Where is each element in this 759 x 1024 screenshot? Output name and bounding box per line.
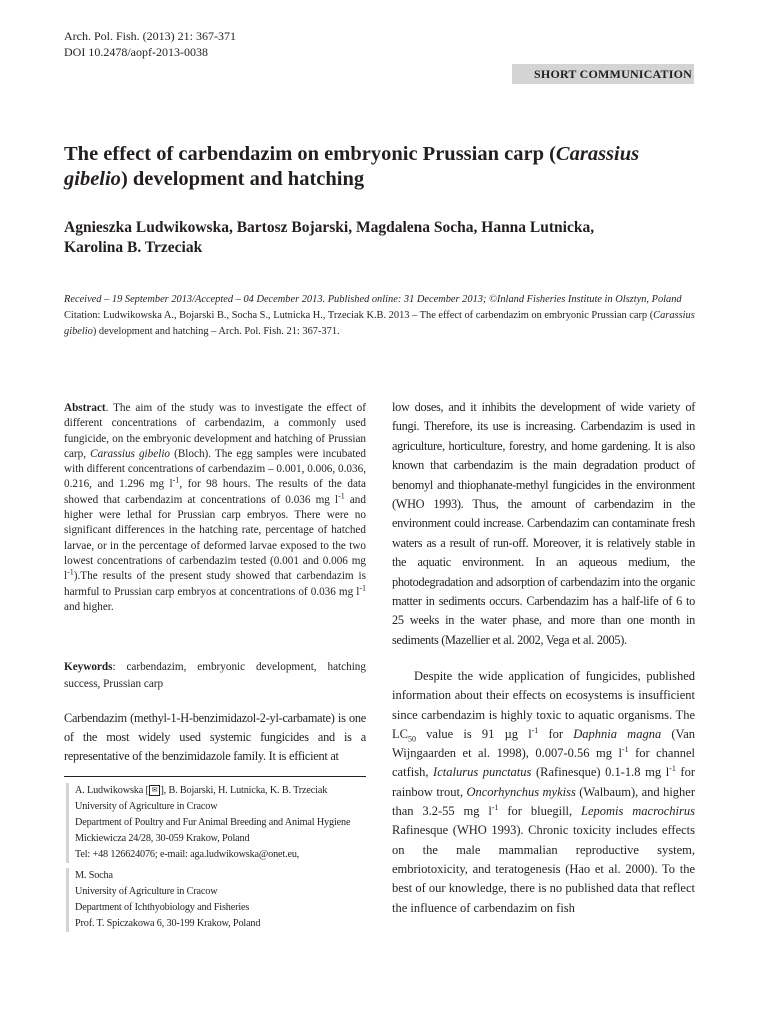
affiliation-department: Department of Ichthyobiology and Fisheries: [75, 902, 250, 913]
unit-superscript: -1: [669, 764, 676, 774]
affiliation-text: ], B. Bojarski, H. Lutnicka, K. B. Trzeciak: [160, 785, 328, 796]
unit-superscript: -1: [172, 475, 180, 485]
body-text: Rafinesque (WHO 1993). Chronic toxicity includes effects on the male mammalian reproductive system, embriotoxicity, and teratogenesis (Hao et al. 2000). To the best of our knowledge, there is no published data that reflect the influence of carbendazim on fish: [392, 823, 695, 915]
unit-superscript: -1: [338, 491, 345, 501]
title-text-2: ) development and hatching: [120, 168, 365, 190]
body-text: for channel catfish,: [392, 746, 695, 780]
received-dates: Received – 19 September 2013/Accepted – 04 December 2013. Published online: 31 December 2013; ©Inland Fisheries Institute in Olsztyn, Poland: [64, 294, 682, 305]
unit-superscript: -1: [67, 567, 74, 577]
affiliation-university: University of Agriculture in Cracow: [75, 801, 218, 812]
envelope-icon: ✉: [149, 785, 161, 796]
lc-subscript: 50: [407, 734, 416, 744]
body-text: (Van Wijngaarden et al. 1998), 0.007-0.56 mg l: [392, 726, 695, 761]
citation-text-2: ) development and hatching – Arch. Pol. Fish. 21: 367-371.: [92, 326, 340, 337]
body-text: value is 91 µg l: [415, 726, 532, 741]
footnote-divider: [64, 776, 366, 777]
unit-superscript: -1: [531, 725, 539, 735]
body-text: (Walbaum), and higher than 3.2-55 mg l: [392, 784, 695, 819]
abstract-text: (Bloch). The egg samples were incubated with different concentrations of carbendazim – 0.001, 0.006, 0.036, 0.216, and 1.296 mg l: [64, 447, 366, 491]
abstract-text: and higher were lethal for Prussian carp embryos. There were no significant differences in the hatching rate, percentage of hatched larvae, or in the percentage of deformed larvae exposed to the two lowest concentrations of carbendazim tested (0.001 and 0.006 mg l: [64, 493, 366, 583]
species-name: Lepomis macrochirus: [581, 804, 695, 819]
affiliation-block-2: [66, 868, 366, 932]
affiliation-block-1: [66, 783, 366, 863]
affiliation-author: M. Socha: [75, 870, 113, 881]
journal-line: Arch. Pol. Fish. (2013) 21: 367-371: [64, 29, 236, 43]
citation: [64, 308, 704, 340]
affiliation-text: A. Ludwikowska [: [75, 785, 149, 796]
intro-paragraph-right-1: low doses, and it inhibits the development of wide variety of fungi. Therefore, its use is increasing. Carbendazim is used in agriculture, horticulture, forestry, and home gardening. It is also known that carbendazim is the main degradation product of benomyl and thiophanate-methyl fungicides in the environment (WHO 1993). Thus, the amount of carbendazim in the environment could increase. Carbendazim can contaminate fresh waters as a result of run-off. Moreover, it is relatively stable in the aquatic environment. In an aqueous medium, the photodegradation and adsorption of carbendazim into the organic matter in sediments occurs. Carbendazim has a half-life of 6 to 25 weeks in the water phase, and more than one month in sediments (Mazellier et al. 2002, Vega et al. 2005).: [392, 400, 695, 647]
keywords-text: : carbendazim, embryonic development, hatching success, Prussian carp: [64, 661, 366, 690]
abstract: [64, 401, 366, 615]
abstract-text: and higher.: [64, 600, 114, 613]
affiliation-address: Prof. T. Spiczakowa 6, 30-199 Krakow, Poland: [75, 918, 261, 929]
affiliation-department: Department of Poultry and Fur Animal Breeding and Animal Hygiene: [75, 817, 351, 828]
journal-citation-header: [64, 28, 236, 60]
title-text-1: The effect of carbendazim on embryonic Prussian carp (: [64, 143, 556, 165]
unit-superscript: -1: [621, 745, 629, 755]
title-species-genus: Carassius: [555, 143, 640, 165]
section-label: SHORT COMMUNICATION: [512, 64, 694, 84]
affiliation-university: University of Agriculture in Cracow: [75, 886, 218, 897]
species-name: Oncorhynchus mykiss: [466, 784, 576, 799]
body-text: for bluegill,: [498, 804, 582, 819]
body-text: (Rafinesque) 0.1-1.8 mg l: [531, 765, 670, 780]
authors-line-2: Karolina B. Trzeciak: [64, 239, 203, 256]
abstract-label: Abstract: [64, 402, 106, 414]
unit-superscript: -1: [491, 802, 499, 812]
doi-line: DOI 10.2478/aopf-2013-0038: [64, 45, 208, 59]
unit-superscript: -1: [359, 582, 366, 592]
affiliation-contact: Tel: +48 126624076; e-mail: aga.ludwikowska@onet.eu,: [75, 849, 300, 860]
citation-species: Carassius gibelio: [64, 310, 695, 337]
species-name: Ictalurus punctatus: [433, 765, 532, 780]
affiliation-address: Mickiewicza 24/28, 30-059 Krakow, Poland: [75, 833, 250, 844]
abstract-text: , for 98 hours. The results of the data showed that carbendazim at concentrations of 0.036 mg l: [64, 478, 366, 506]
body-text: for: [538, 726, 574, 741]
abstract-text: ).The results of the present study showed that carbendazim is harmful to Prussian carp embryos at concentrations of 0.036 mg l: [64, 570, 366, 598]
body-text: Despite the wide application of fungicides, published information about their effects on ecosystems is insufficient since carbendazim is highly toxic to aquatic organisms. The LC: [392, 669, 695, 741]
body-text: for rainbow trout,: [392, 765, 696, 799]
intro-paragraph-right-2: [392, 667, 695, 918]
species-name: Daphnia magna: [573, 726, 662, 741]
citation-text-1: Citation: Ludwikowska A., Bojarski B., Socha S., Lutnicka H., Trzeciak K.B. 2013 – The effect of carbendazim on embryonic Prussian carp (: [64, 310, 654, 321]
intro-paragraph-left: Carbendazim (methyl-1-H-benzimidazol-2-yl-carbamate) is one of the most widely used systemic fungicides and is a representative of the benzimidazole family. It is efficient at: [64, 711, 366, 763]
keywords-label: Keywords: [64, 661, 113, 673]
authors-line-1: Agnieszka Ludwikowska, Bartosz Bojarski, Magdalena Socha, Hanna Lutnicka,: [64, 219, 595, 236]
keywords: [64, 659, 366, 693]
author-list: [64, 218, 704, 258]
article-title: [64, 142, 704, 192]
abstract-text: . The aim of the study was to investigate the effect of different concentrations of carbendazim, a commonly used fungicide, on the embryonic development and hatching of Prussian carp,: [64, 402, 366, 460]
abstract-species: Carassius gibelio: [90, 447, 171, 460]
title-species-epithet: gibelio: [64, 168, 121, 190]
